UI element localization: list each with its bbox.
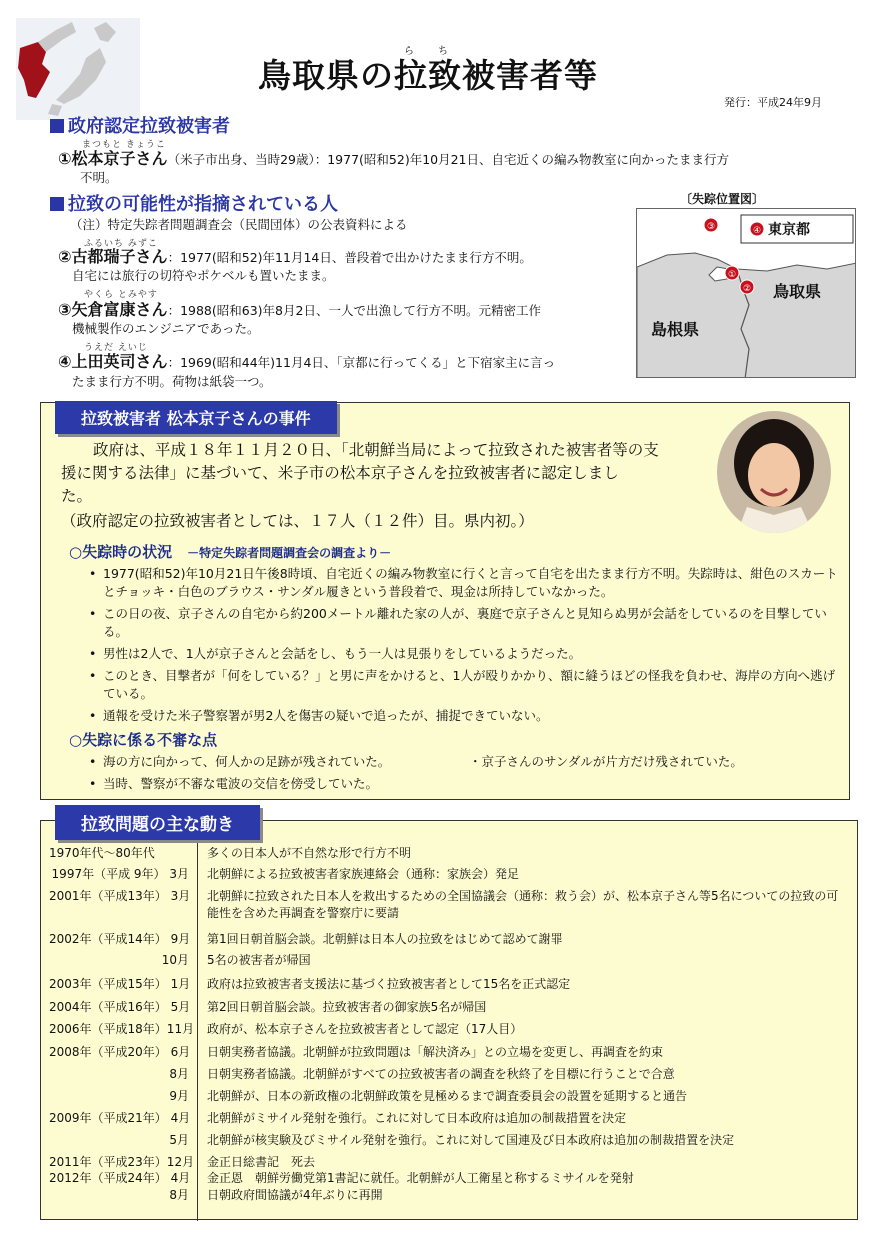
entry-ueda-cont: たまま行方不明。荷物は紙袋一つ。	[72, 374, 272, 389]
list-item: • このとき、目撃者が「何をしている？」と男に声をかけると、1人が殴りかかり、額に縫うほどの怪我を負わせ、海岸の方向へ逃げている。	[89, 667, 841, 703]
map-marker-1: ①	[727, 270, 737, 280]
map-label-tottori: 鳥取県	[773, 282, 822, 301]
possible-note: （注）特定失踪者問題調査会（民間団体）の公表資料による	[70, 217, 408, 232]
page-title: 鳥取県の ら 拉 ち 致被害者等	[258, 50, 598, 97]
title-ruby-ra: ら	[404, 46, 415, 57]
entry-yakura-cont: 機械製作のエンジニアであった。	[72, 321, 260, 336]
entry-matsumoto: ①松本京子さん（米子市出身、当時29歳）：1977(昭和52)年10月21日、自宅近くの編み物教室に向かったまま行方	[58, 149, 730, 168]
section-possible-heading: 拉致の可能性が指摘されている人	[50, 190, 338, 216]
timeline-panel: 拉致問題の主な動き 1970年代～80年代 多くの日本人が不自然な形で行方不明 1997年（平成 9年） 3月 北朝鮮による拉致被害者家族連絡会（通称：家族会）発足 2001年（平成13年） 3月 北朝鮮に拉致された日本人を救出するための全国協議会（通称：救う会）が、松本京子さん等5名についての拉致の可能性を含めた再調査を警察庁に要請 2002年（平成14年） 9月 第1回日朝首脳会談。北朝鮮は日本人の拉致をはじめて認めて謝罪 10月 5名の被害者が帰国 2003年（平成15年） 1月 政府は拉致被害者支援法に基づく拉致被害者として15名を正式認定 2004年（平成16年） 5月 第2回日朝首脳会談。拉致被害者の御家族5名が帰国 2006年（平成18年）11月 政府が、松本京子さんを拉致被害者として認定（17人目） 2008年（平成20年） 6月 日朝実務者協議。北朝鮮が拉致問題は「解決済み」との立場を変更し、再調査を約束 8月 日朝実務者協議。北朝鮮がすべての拉致被害者の調査を秋終了を目標に行うことで合意 9月 北朝鮮が、日本の新政権の北朝鮮政策を見極めるまで調査委員会の設置を延期すると通告 2009年（平成21年） 4月 北朝鮮がミサイル発射を強行。これに対して日本政府は追加の制裁措置を決定 5月 北朝鮮が核実験及びミサイル発射を強行。これに対して国連及び日本政府は追加の制裁措置を決定 2011年（平成23年）12月 金正日総書記 死去 2012年（平成24年） 4月 金正恩 朝鮮労働党第1書記に就任。北朝鮮が人工衛星と称するミサイルを発射 8月 日朝政府間協議が4年ぶりに再開	[40, 820, 858, 1220]
ruby-furuichi: ふるいち みずこ	[84, 239, 158, 249]
incident-panel	[40, 402, 850, 800]
portrait-photo	[717, 411, 831, 533]
ruby-yakura: やくら とみやす	[84, 290, 158, 300]
entry-ueda: ④上田英司さん：1969(昭和44年)11月4日、「京都に行ってくる」と下宿家主に言っ	[58, 352, 556, 371]
japan-mini-map	[16, 18, 140, 120]
list-item: • 海の方に向かって、何人かの足跡が残されていた。 ・京子さんのサンダルが片方だけ残されていた。	[89, 753, 841, 771]
section-government-heading: 政府認定拉致被害者	[50, 112, 230, 138]
list-item: • 通報を受けた米子警察署が男2人を傷害の疑いで追ったが、捕捉できていない。	[89, 707, 841, 725]
sub-heading-situation: ○失踪時の状況 －特定失踪者問題調査会の調査より－	[69, 543, 392, 561]
map-title: 〔失踪位置図〕	[680, 192, 765, 206]
entry-furuichi: ②古都瑞子さん：1977(昭和52)年11月14日、普段着で出かけたまま行方不明。	[58, 247, 532, 266]
square-bullet-icon	[50, 197, 64, 211]
list-item: • この日の夜、京子さんの自宅から約200メートル離れた家の人が、裏庭で京子さんと見知らぬ男が会話をしているのを目撃している。	[89, 605, 841, 641]
suspicious-list	[89, 753, 841, 797]
sub-heading-suspicious: ○失踪に係る不審な点	[69, 731, 218, 749]
timeline-tab: 拉致問題の主な動き	[55, 805, 260, 840]
incident-text: 政府は、平成１８年１１月２０日、「北朝鮮当局によって拉致された被害者等の支 援に関する法律」に基づいて、米子市の松本京子さんを拉致被害者に認定しまし た。 （政府認定の拉致被害者としては、１７人（１２件）目。県内初。）	[61, 441, 659, 530]
entry-furuichi-cont: 自宅には旅行の切符やポケベルも置いたまま。	[72, 268, 335, 283]
ruby-matsumoto: まつもと きょうこ	[82, 140, 166, 150]
map-marker-4: ④	[752, 226, 762, 236]
map-label-shimane: 島根県	[651, 320, 700, 339]
map-marker-3: ③	[706, 222, 716, 232]
ruby-ueda: うえだ えいじ	[84, 343, 148, 353]
list-item: • 男性は2人で、1人が京子さんと会話をし、もう一人は見張りをしているようだった。	[89, 645, 841, 663]
situation-list	[89, 565, 841, 729]
incident-tab: 拉致被害者 松本京子さんの事件	[55, 401, 337, 434]
map-label-tokyo: 東京都	[768, 222, 810, 238]
map-marker-2: ②	[742, 284, 752, 294]
list-item: • 1977(昭和52)年10月21日午後8時頃、自宅近くの編み物教室に行くと言って自宅を出たまま行方不明。失踪時は、紺色のスカートとチョッキ・白色のブラウス・サンダル履きという普段着で、現金は所持していなかった。	[89, 565, 841, 601]
list-item: • 当時、警察が不審な電波の交信を傍受していた。	[89, 775, 841, 793]
square-bullet-icon	[50, 119, 64, 133]
title-ruby-chi: ち	[438, 46, 449, 57]
timeline-divider	[197, 843, 198, 1221]
entry-yakura: ③矢倉富康さん：1988(昭和63)年8月2日、一人で出漁して行方不明。元精密工作	[58, 300, 541, 319]
issued-date: 発行：平成24年9月	[724, 96, 822, 109]
entry-matsumoto-cont: 不明。	[80, 170, 118, 185]
location-map	[636, 208, 856, 378]
